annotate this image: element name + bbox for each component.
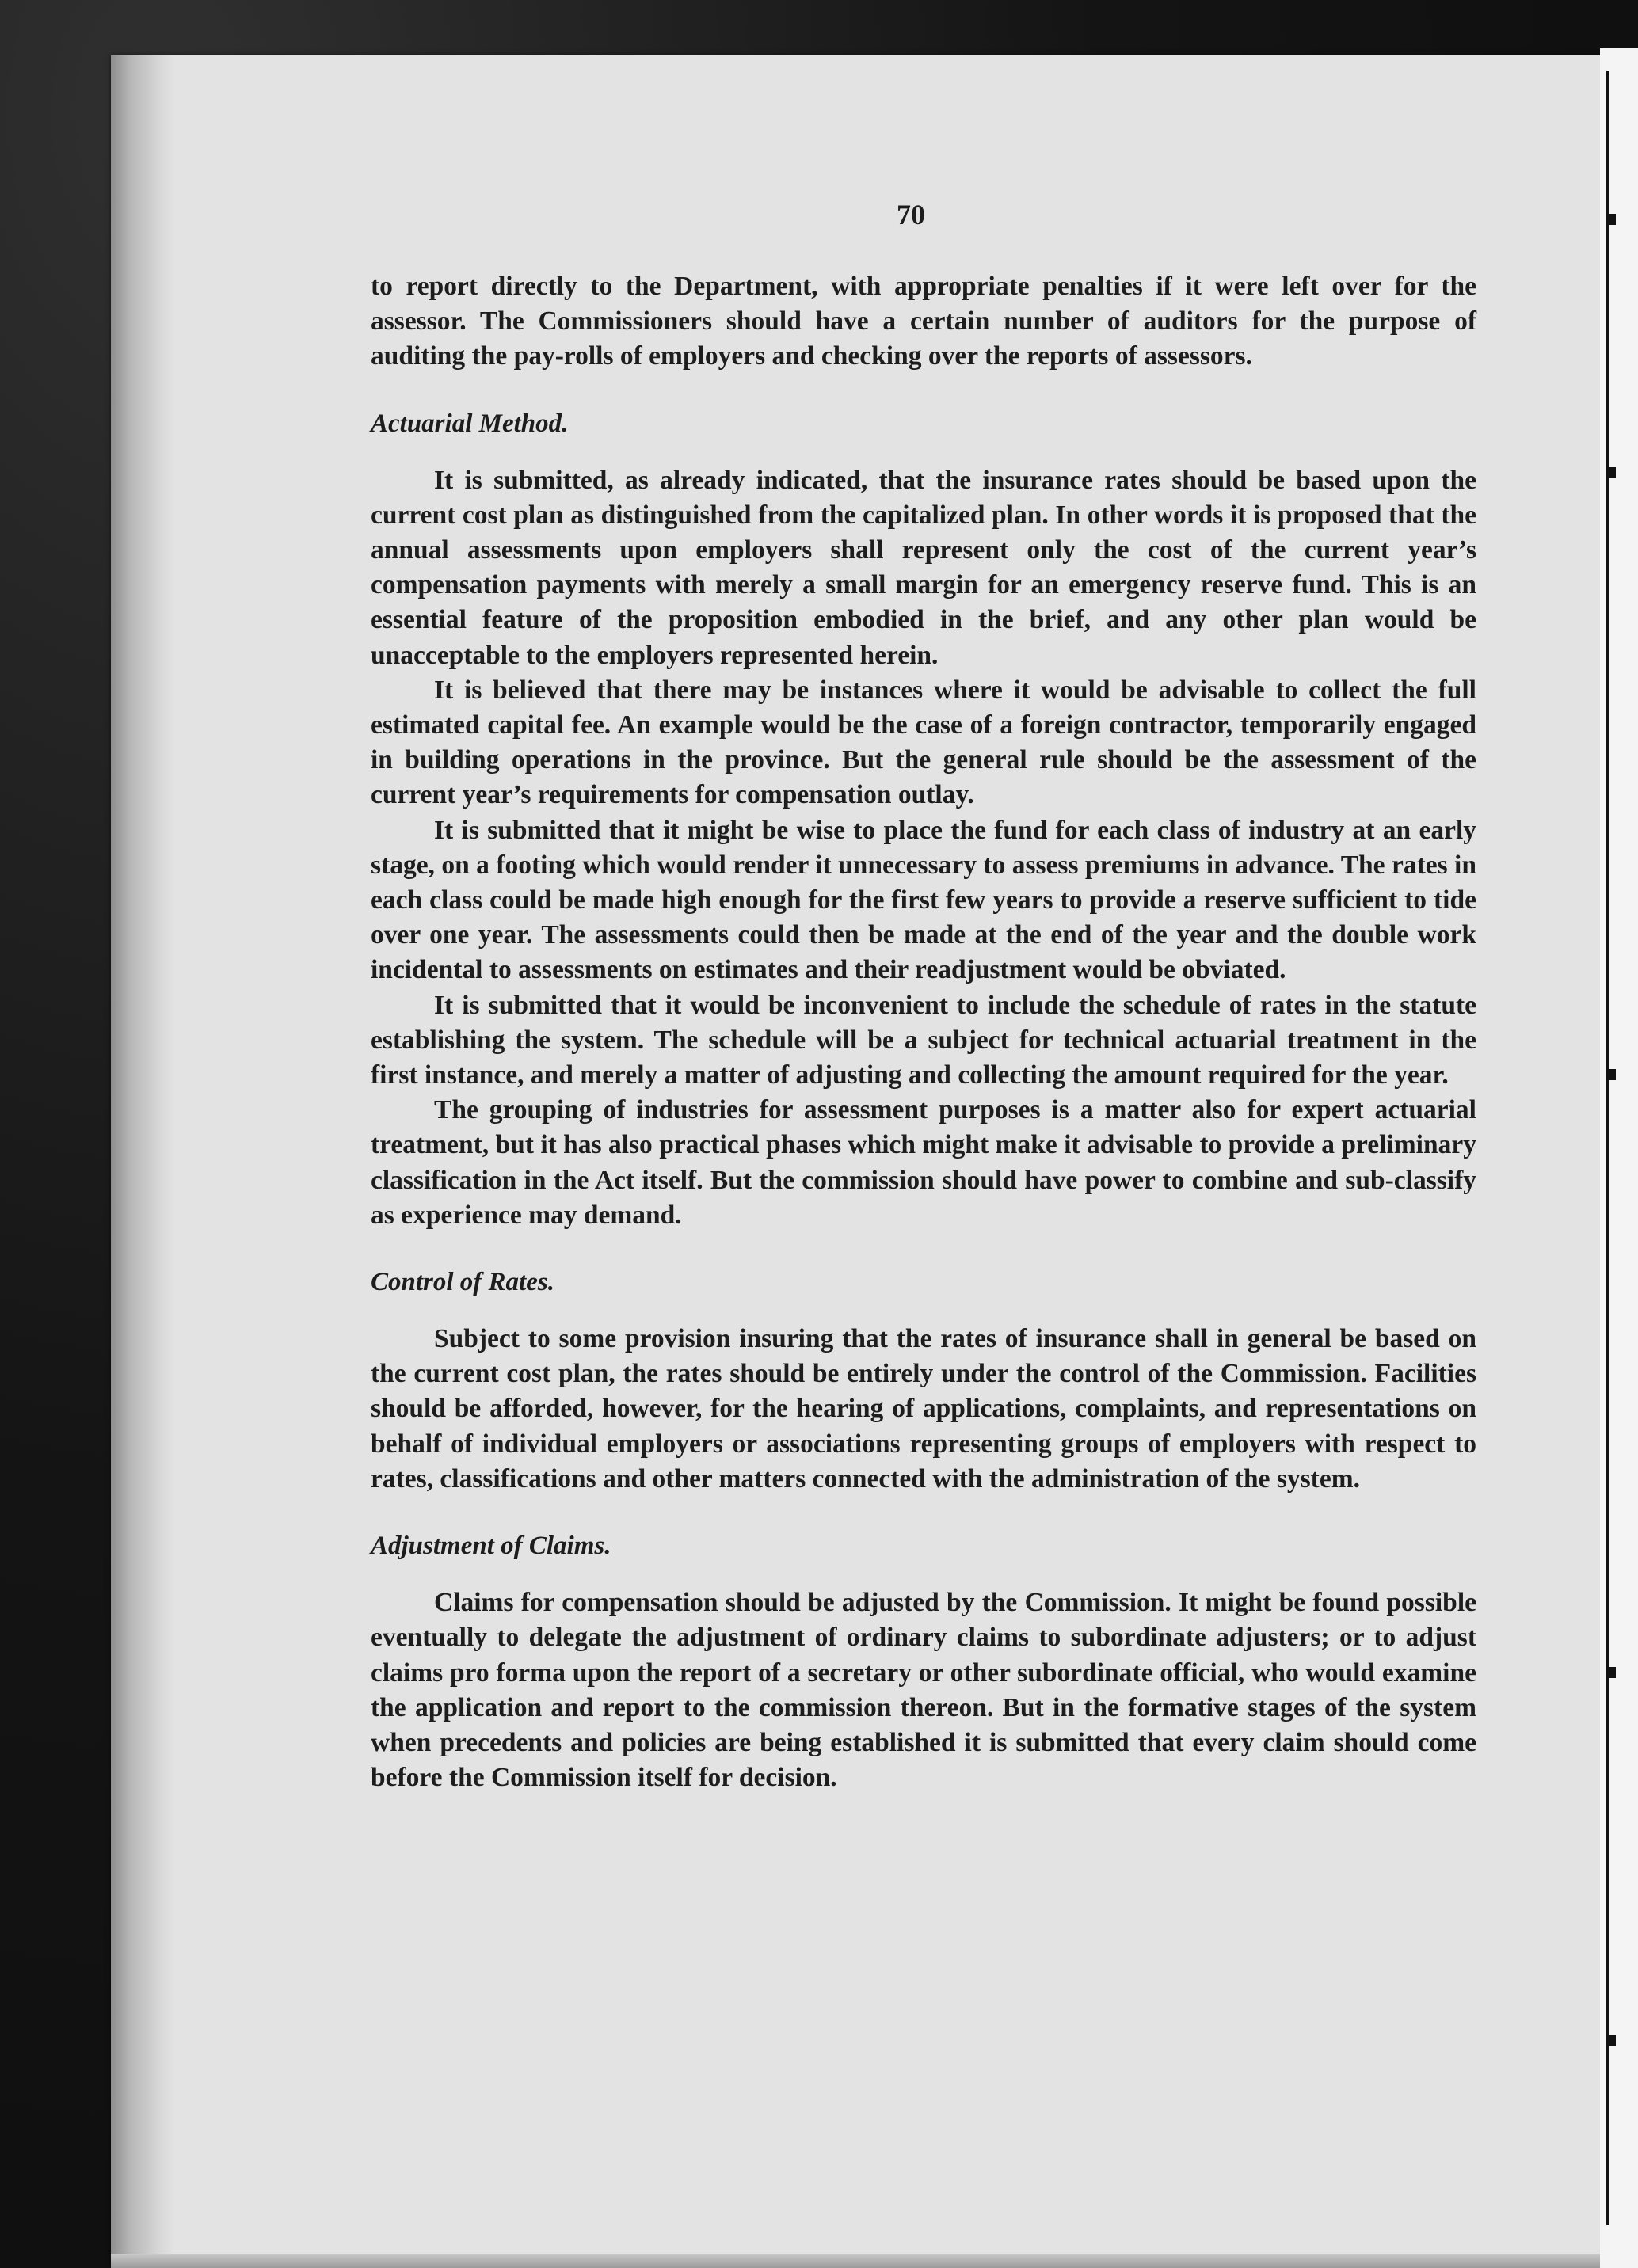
intro-paragraph: to report directly to the Department, with appropriate penalties if it were left over for the assessor. The Commissioners should have a certain number of auditors for the purpose of auditing the pay-rolls of employers and checking over the reports of assessors. xyxy=(371,272,1476,371)
actuarial-paragraph: It is submitted that it would be inconvenient to include the schedule of rates in the statute establishing the system. The schedule will be a subject for technical actuarial treatment in the first instance, and merely a matter of adjusting and collecting the amount required for the year. xyxy=(371,990,1476,1090)
binding-line xyxy=(1606,71,1609,2225)
actuarial-paragraph: It is submitted that it might be wise to place the fund for each class of industry at an early stage, on a footing which would render it unnecessary to assess premiums in advance. The rates in each class could be made high enough for the first few years to provide a reserve sufficient to tide over one year. The assessments could then be made at the end of the year and the double work incidental to assessments on estimates and their readjustment would be obviated. xyxy=(371,815,1476,985)
binding-mark xyxy=(1608,467,1616,478)
page-left-edge xyxy=(111,55,174,2265)
actuarial-paragraph: It is believed that there may be instances where it would be advisable to collect the full estimated capital fee. An example would be the case of a foreign contractor, temporarily engaged in building operations in the province. But the general rule should be the assessment of the current year’s requirements for compensation outlay. xyxy=(371,675,1476,810)
binding-mark xyxy=(1608,2035,1616,2046)
section-heading-rates: Control of Rates. xyxy=(371,1268,554,1297)
actuarial-paragraph: It is submitted, as already indicated, that the insurance rates should be based upon the current cost plan as distinguished from the capitalized plan. In other words it is proposed that the annual assessments upon employers shall represent only the cost of the current year’s compensation payments with merely a small margin for an emergency reserve fund. This is an essential feature of the proposition embodied in the brief, and any other plan would be unacceptable to the employers represented herein. xyxy=(371,465,1476,670)
page-number: 70 xyxy=(897,199,925,230)
claims-paragraph: Claims for compensation should be adjusted by the Commission. It might be found possible eventually to delegate the adjustment of ordinary claims to subordinate adjusters; or to adjust claims pro forma upon the report of a secretary or other subordinate official, who would examine the application and report to the commission thereon. But in the formative stages of the system when precedents and policies are being established it is submitted that every claim should come before the Commission itself for decision. xyxy=(371,1588,1476,1793)
page-body xyxy=(371,190,1476,1795)
binding-mark xyxy=(1608,1667,1616,1678)
section-heading-actuarial: Actuarial Method. xyxy=(371,409,569,438)
actuarial-paragraph: The grouping of industries for assessment purposes is a matter also for expert actuarial treatment, but it has also practical phases which might make it advisable to provide a preliminary classification in the Act itself. But the commission should have power to combine and sub-classify as experience may demand. xyxy=(371,1095,1476,1230)
section-heading-claims: Adjustment of Claims. xyxy=(371,1532,611,1561)
binding-mark xyxy=(1608,1069,1616,1080)
binding-mark xyxy=(1608,214,1616,225)
rates-paragraph: Subject to some provision insuring that the rates of insurance shall in general be based on the current cost plan, the rates should be entirely under the control of the Commission. Facilities should be afforded, however, for the hearing of applications, complaints, and representations on behalf of individual employers or associations representing groups of employers with respect to rates, classifications and other matters connected with the administration of the system. xyxy=(371,1324,1476,1494)
page-bottom-edge xyxy=(111,2254,1600,2268)
